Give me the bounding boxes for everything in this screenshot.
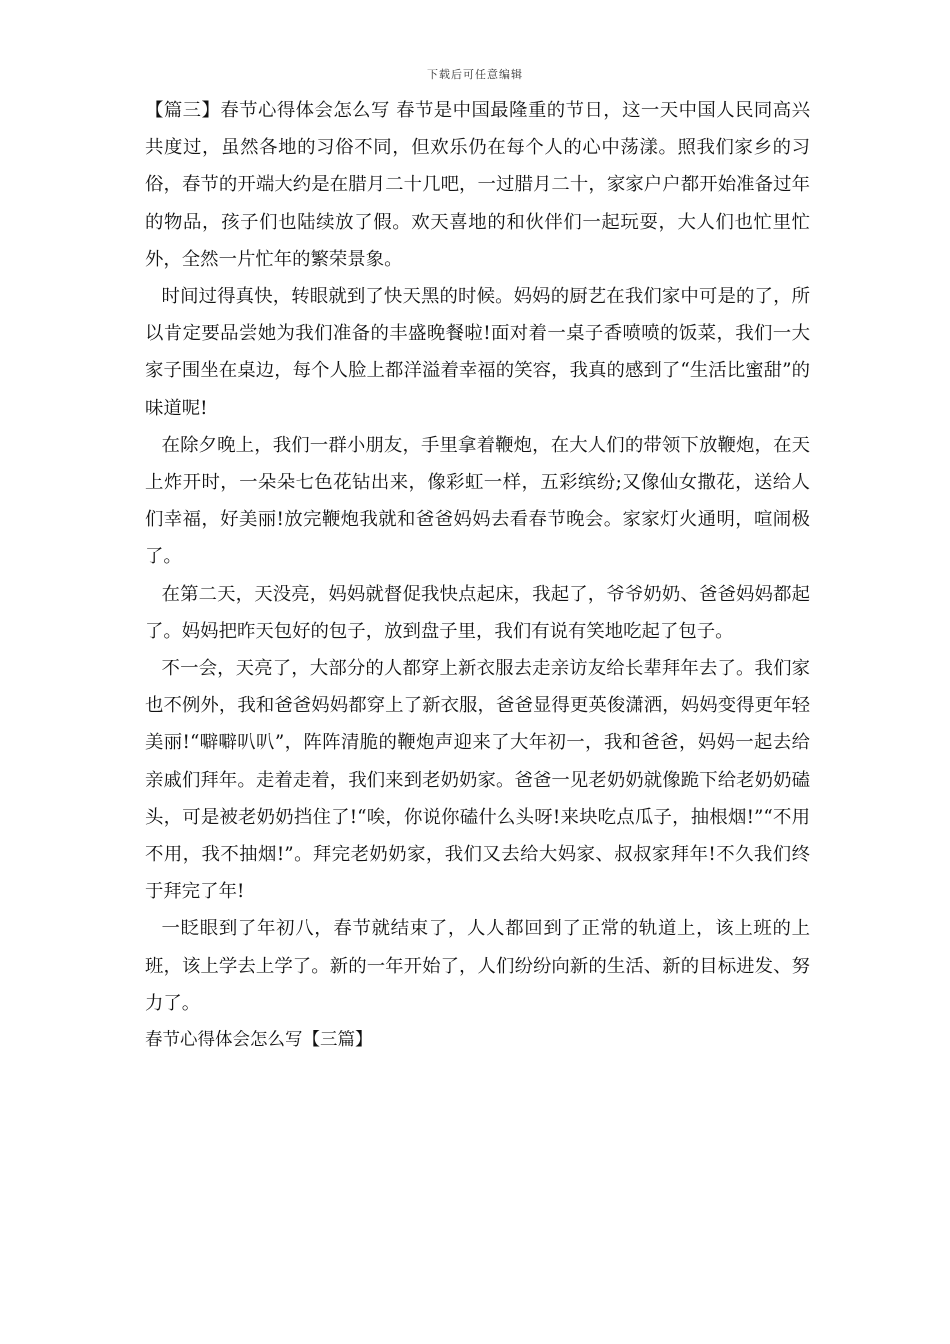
document-title: 春节心得体会怎么写【三篇】 <box>145 1030 373 1051</box>
paragraph-3: 在除夕晚上，我们一群小朋友，手里拿着鞭炮，在大人们的带领下放鞭炮，在天上炸开时，一朵朵七色花钻出来，像彩虹一样，五彩缤纷;又像仙女撒花，送给人们幸福，好美丽!放完鞭炮我就和爸爸妈妈去看春节晚会。家家灯火通明，喧闹极了。 <box>145 434 810 568</box>
paragraph-2: 时间过得真快，转眼就到了快天黑的时候。妈妈的厨艺在我们家中可是的了，所以肯定要品尝她为我们准备的丰盛晚餐啦!面对着一桌子香喷喷的饭菜，我们一大家子围坐在桌边，每个人脸上都洋溢着幸福的笑容，我真的感到了“生活比蜜甜”的味道呢! <box>145 286 810 419</box>
article-body <box>145 92 810 1059</box>
paragraph-5: 不一会，天亮了，大部分的人都穿上新衣服去走亲访友给长辈拜年去了。我们家也不例外，我和爸爸妈妈都穿上了新衣服，爸爸显得更英俊潇洒，妈妈变得更年轻美丽!“噼噼叭叭”，阵阵清脆的鞭炮声迎来了大年初一，我和爸爸，妈妈一起去给亲戚们拜年。走着走着，我们来到老奶奶家。爸爸一见老奶奶就像跪下给老奶奶磕头，可是被老奶奶挡住了!“唉，你说你磕什么头呀!来块吃点瓜子，抽根烟!”“不用不用，我不抽烟!”。拜完老奶奶家，我们又去给大妈家、叔叔家拜年!不久我们终于拜完了年! <box>145 658 810 903</box>
paragraph-6: 一眨眼到了年初八，春节就结束了，人人都回到了正常的轨道上，该上班的上班，该上学去上学了。新的一年开始了，人们纷纷向新的生活、新的目标进发、努力了。 <box>145 918 810 1014</box>
paragraph-1: 【篇三】春节心得体会怎么写 春节是中国最隆重的节日，这一天中国人民同高兴共度过，虽然各地的习俗不同，但欢乐仍在每个人的心中荡漾。照我们家乡的习俗，春节的开端大约是在腊月二十几吧，一过腊月二十，家家户户都开始准备过年的物品，孩子们也陆续放了假。欢天喜地的和伙伴们一起玩耍，大人们也忙里忙外，全然一片忙年的繁荣景象。 <box>145 100 810 270</box>
paragraph-4: 在第二天，天没亮，妈妈就督促我快点起床，我起了，爷爷奶奶、爸爸妈妈都起了。妈妈把昨天包好的包子，放到盘子里，我们有说有笑地吃起了包子。 <box>145 583 810 642</box>
header-note: 下载后可任意编辑 <box>427 68 523 81</box>
